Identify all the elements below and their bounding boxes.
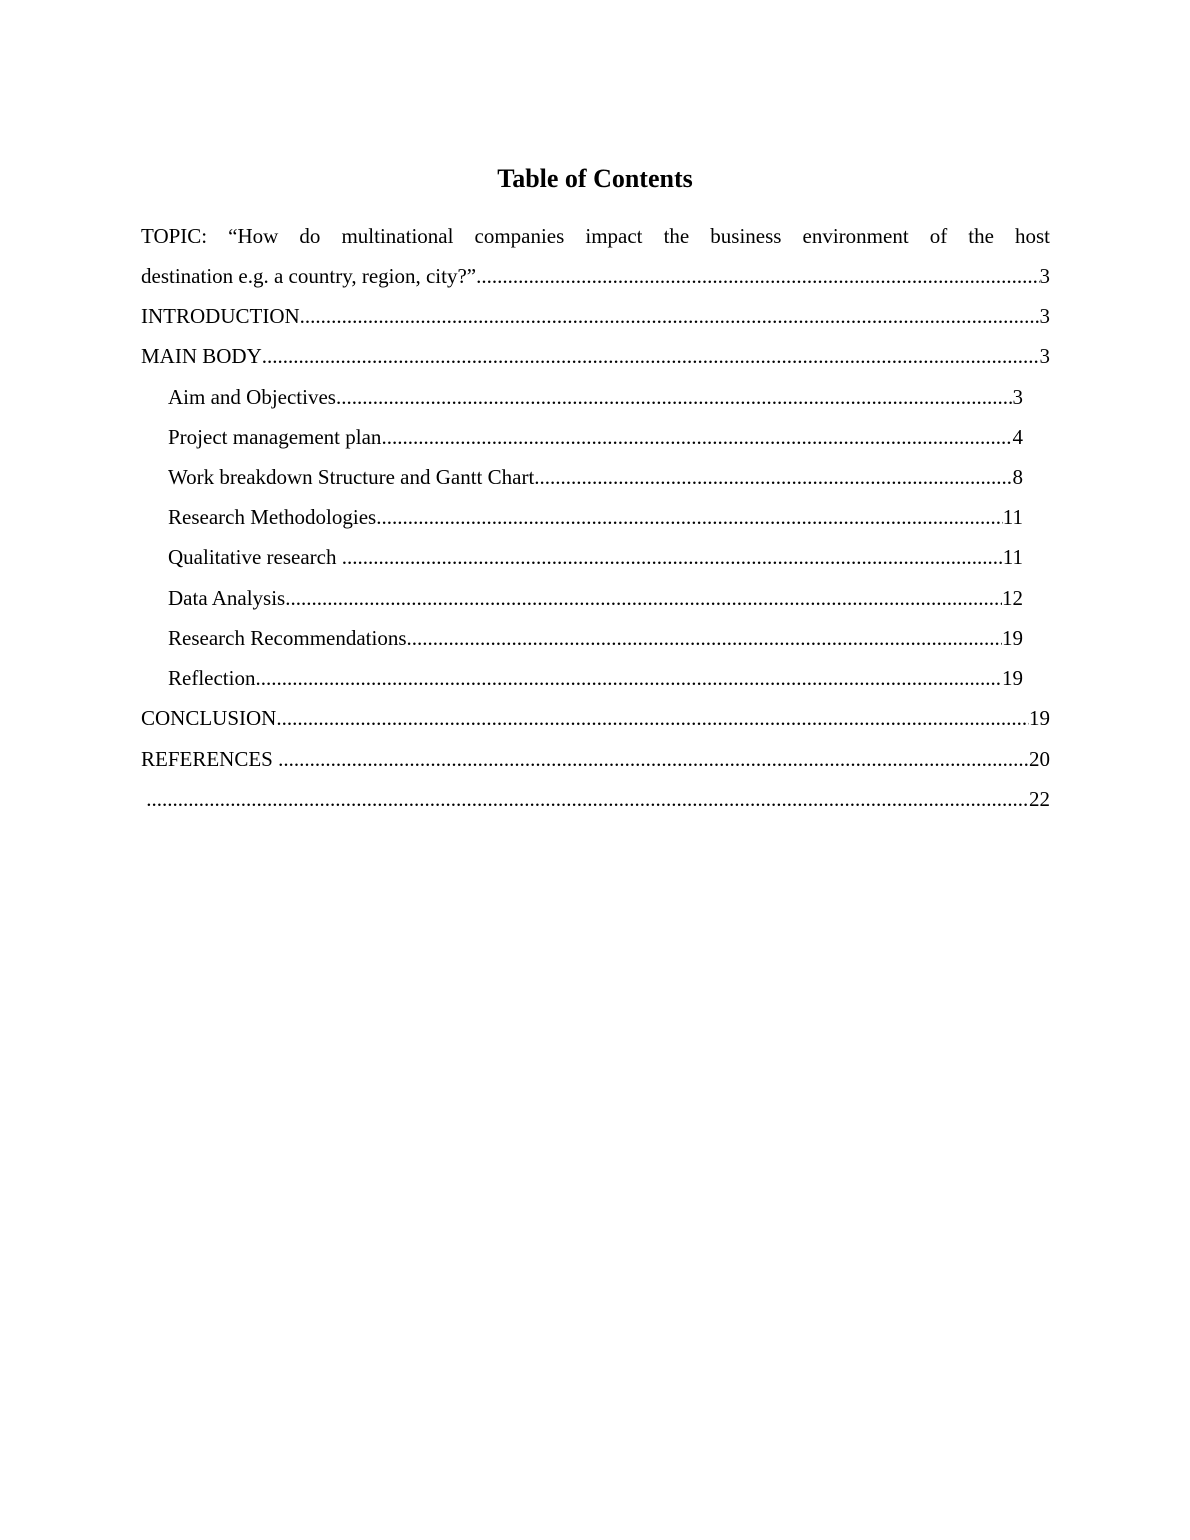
toc-entry-page: 11: [1002, 545, 1023, 569]
dot-leader: [534, 457, 1012, 497]
dot-leader: [381, 417, 1012, 457]
toc-entry-page: 3: [1039, 304, 1050, 328]
toc-entry-page: 19: [1002, 666, 1023, 690]
toc-entry-introduction[interactable]: [141, 296, 1050, 336]
toc-entry-page: 19: [1002, 626, 1023, 650]
toc-entry-label: Project management plan: [168, 425, 382, 449]
toc-entry-research-methodologies[interactable]: [168, 497, 1023, 537]
toc-entry-qualitative-research[interactable]: [168, 537, 1023, 577]
toc-entry-label: destination e.g. a country, region, city?”: [141, 264, 477, 288]
toc-entry-reflection[interactable]: [168, 658, 1023, 698]
toc-entry-page: 3: [1039, 264, 1050, 288]
toc-entry-references[interactable]: [141, 739, 1050, 779]
dot-leader: [262, 336, 1040, 376]
dot-leader: [255, 658, 1002, 698]
dot-leader: [278, 739, 1029, 779]
toc-entry-topic-line1[interactable]: TOPIC: “How do multinational companies impact the business environment of the host: [141, 224, 1050, 248]
dot-leader: [336, 377, 1013, 417]
dot-leader: [342, 537, 1003, 577]
dot-leader: [276, 698, 1029, 738]
toc-entry-label: Aim and Objectives: [168, 385, 336, 409]
dot-leader: [376, 497, 1003, 537]
toc-entry-page: 22: [1029, 787, 1050, 811]
toc-entry-work-breakdown-structure[interactable]: [168, 457, 1023, 497]
toc-entry-label: Research Recommendations: [168, 626, 407, 650]
toc-entry-page: 4: [1012, 425, 1023, 449]
toc-entry-project-management-plan[interactable]: [168, 417, 1023, 457]
toc-entry-label: Work breakdown Structure and Gantt Chart: [168, 465, 535, 489]
toc-entry-topic[interactable]: [141, 256, 1050, 296]
toc-entry-untitled[interactable]: [141, 779, 1050, 819]
dot-leader: [300, 296, 1040, 336]
toc-entry-main-body[interactable]: [141, 336, 1050, 376]
toc-entry-label: REFERENCES: [141, 747, 279, 771]
toc-entry-page: 19: [1029, 706, 1050, 730]
toc-entry-label: CONCLUSION: [141, 706, 277, 730]
toc-entry-page: 8: [1012, 465, 1023, 489]
toc-entry-data-analysis[interactable]: [168, 578, 1023, 618]
toc-entry-conclusion[interactable]: [141, 698, 1050, 738]
toc-entry-page: 3: [1039, 344, 1050, 368]
toc-entry-page: 11: [1002, 505, 1023, 529]
dot-leader: [476, 256, 1039, 296]
toc-entry-label: MAIN BODY: [141, 344, 262, 368]
toc-entry-page: 12: [1002, 586, 1023, 610]
dot-leader: [146, 779, 1029, 819]
toc-entry-label: Reflection: [168, 666, 256, 690]
toc-entry-label: Research Methodologies: [168, 505, 377, 529]
toc-entry-page: 20: [1029, 747, 1050, 771]
toc-entry-label: Data Analysis: [168, 586, 286, 610]
toc-entry-page: 3: [1012, 385, 1023, 409]
toc-entry-aim-and-objectives[interactable]: [168, 377, 1023, 417]
toc-entry-label: INTRODUCTION: [141, 304, 300, 328]
toc-entry-label: Qualitative research: [168, 545, 342, 569]
toc-entry-research-recommendations[interactable]: [168, 618, 1023, 658]
toc-title: Table of Contents: [497, 164, 693, 193]
dot-leader: [407, 618, 1002, 658]
dot-leader: [285, 578, 1002, 618]
